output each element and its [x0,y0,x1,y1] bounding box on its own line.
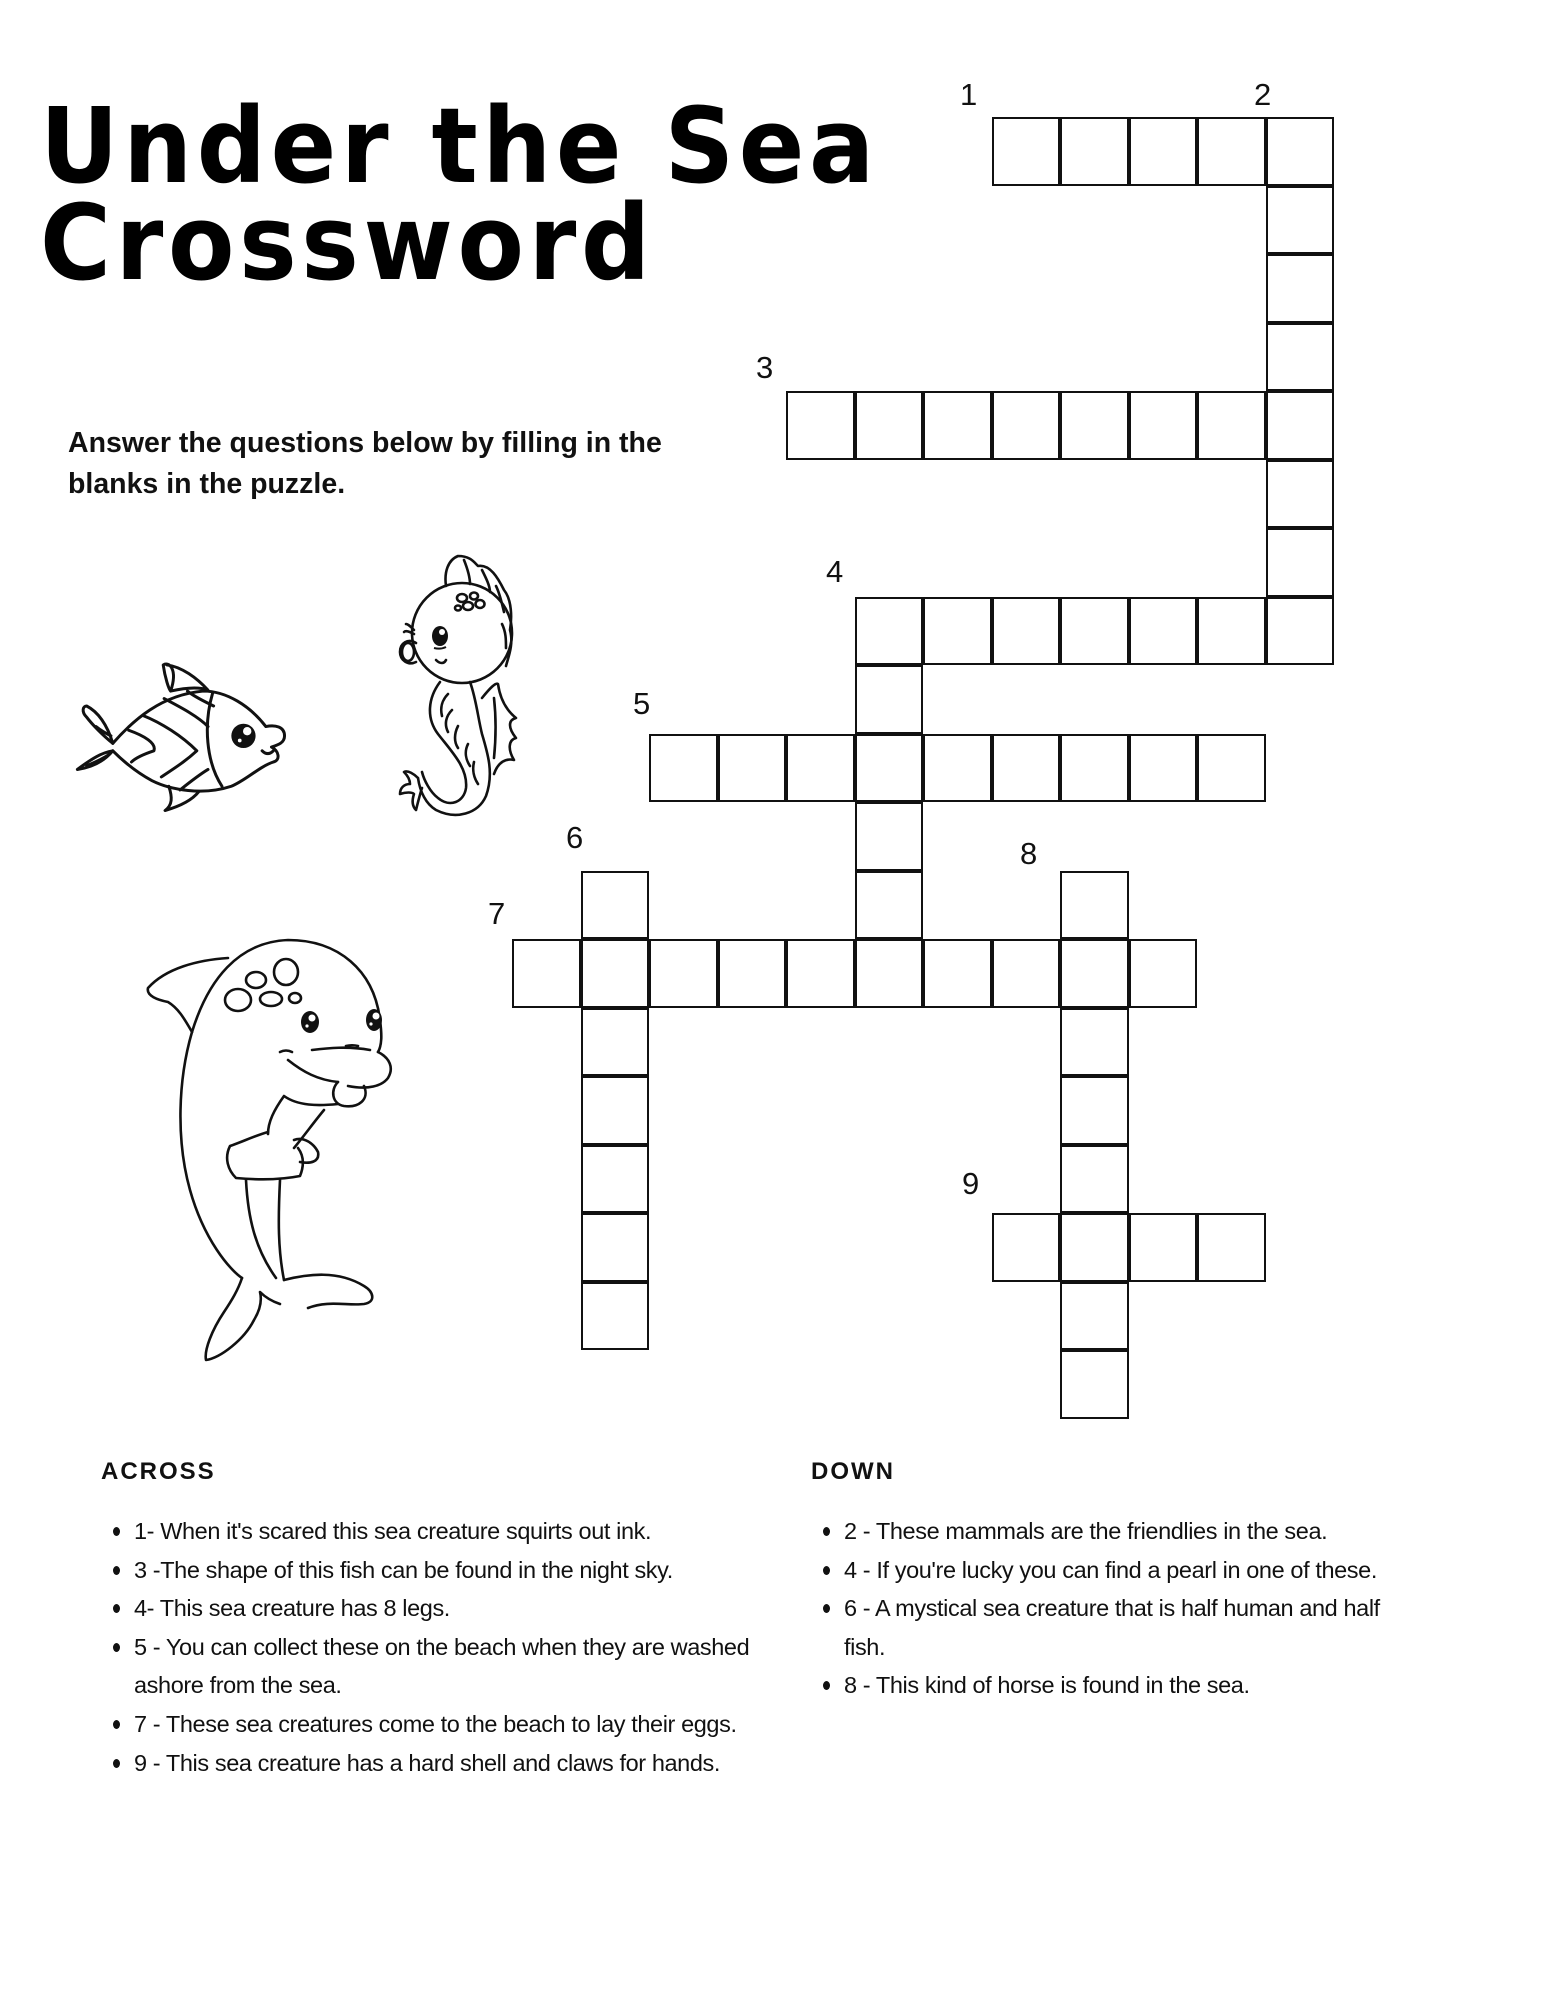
crossword-cell[interactable] [1129,391,1198,460]
down-clues [811,1452,1421,1705]
crossword-cell[interactable] [1060,734,1129,803]
across-clue-5: 5 - You can collect these on the beach when they are washed ashore from the sea. [134,1628,764,1705]
crossword-cell[interactable] [1129,597,1198,666]
crossword-cell[interactable] [1060,117,1129,186]
crossword-cell[interactable] [992,1213,1061,1282]
crossword-cell[interactable] [581,939,650,1008]
crossword-cell[interactable] [1197,1213,1266,1282]
crossword-cell[interactable] [1197,117,1266,186]
crossword-cell[interactable] [1060,1350,1129,1419]
crossword-cell[interactable] [1266,528,1335,597]
down-clue-2: 2 - These mammals are the friendlies in the sea. [844,1512,1424,1551]
clue-number-8: 8 [1020,836,1038,871]
across-clue-4: 4- This sea creature has 8 legs. [134,1589,764,1628]
crossword-cell[interactable] [992,117,1061,186]
crossword-cell[interactable] [512,939,581,1008]
crossword-cell[interactable] [1266,597,1335,666]
crossword-cell[interactable] [1129,1213,1198,1282]
crossword-cell[interactable] [581,1213,650,1282]
clue-number-9: 9 [962,1166,980,1201]
crossword-cell[interactable] [923,734,992,803]
crossword-cell[interactable] [1266,254,1335,323]
down-clue-list [811,1512,1424,1705]
crossword-cell[interactable] [992,391,1061,460]
crossword-cell[interactable] [992,939,1061,1008]
crossword-cell[interactable] [855,734,924,803]
crossword-cell[interactable] [1129,939,1198,1008]
crossword-cell[interactable] [1266,117,1335,186]
crossword-cell[interactable] [1060,1076,1129,1145]
crossword-cell[interactable] [1060,597,1129,666]
across-clue-7: 7 - These sea creatures come to the beach to lay their eggs. [134,1705,764,1744]
crossword-cell[interactable] [855,802,924,871]
across-heading: ACROSS [101,1458,216,1485]
crossword-cell[interactable] [1060,1008,1129,1077]
crossword-cell[interactable] [923,939,992,1008]
crossword-cell[interactable] [718,939,787,1008]
instructions-text: Answer the questions below by filling in the blanks in the puzzle. [68,427,662,500]
crossword-cell[interactable] [581,1076,650,1145]
crossword-cell[interactable] [786,734,855,803]
crossword-cell[interactable] [855,597,924,666]
crossword-cell[interactable] [1197,391,1266,460]
crossword-cell[interactable] [649,939,718,1008]
crossword-cell[interactable] [1060,871,1129,940]
crossword-cell[interactable] [1129,117,1198,186]
crossword-cell[interactable] [1060,1145,1129,1214]
crossword-cell[interactable] [992,734,1061,803]
down-clue-8: 8 - This kind of horse is found in the sea. [844,1666,1424,1705]
crossword-cell[interactable] [1197,734,1266,803]
crossword-cell[interactable] [786,391,855,460]
crossword-cell[interactable] [649,734,718,803]
crossword-cell[interactable] [1060,939,1129,1008]
down-clue-4: 4 - If you're lucky you can find a pearl in one of these. [844,1551,1424,1590]
clue-number-4: 4 [826,554,844,589]
crossword-cell[interactable] [923,597,992,666]
across-clue-1: 1- When it's scared this sea creature squirts out ink. [134,1512,764,1551]
crossword-cell[interactable] [1060,1282,1129,1351]
title-line-2: Crossword [40,182,655,304]
crossword-cell[interactable] [581,871,650,940]
clue-number-2: 2 [1254,77,1272,112]
crossword-cell[interactable] [923,391,992,460]
crossword-cell[interactable] [581,1008,650,1077]
across-clue-list [101,1512,764,1782]
crossword-cell[interactable] [855,391,924,460]
clue-number-5: 5 [633,686,651,721]
crossword-cell[interactable] [855,871,924,940]
across-clue-9: 9 - This sea creature has a hard shell and claws for hands. [134,1744,764,1783]
clue-number-7: 7 [488,896,506,931]
clue-number-6: 6 [566,820,584,855]
crossword-cell[interactable] [581,1145,650,1214]
clue-number-1: 1 [960,77,978,112]
down-clue-6: 6 - A mystical sea creature that is half human and half fish. [844,1589,1424,1666]
crossword-cell[interactable] [786,939,855,1008]
crossword-cell[interactable] [1266,460,1335,529]
crossword-cell[interactable] [1060,391,1129,460]
crossword-cell[interactable] [855,939,924,1008]
crossword-cell[interactable] [1197,597,1266,666]
crossword-cell[interactable] [1266,186,1335,255]
title-line-1: Under the Sea [40,85,879,207]
crossword-cell[interactable] [1266,323,1335,392]
clue-number-3: 3 [756,350,774,385]
crossword-cell[interactable] [1266,391,1335,460]
down-heading: DOWN [811,1458,895,1485]
crossword-cell[interactable] [992,597,1061,666]
crossword-cell[interactable] [1060,1213,1129,1282]
crossword-cell[interactable] [718,734,787,803]
across-clues [101,1452,761,1782]
crossword-cell[interactable] [1129,734,1198,803]
crossword-cell[interactable] [581,1282,650,1351]
crossword-cell[interactable] [855,665,924,734]
across-clue-3: 3 -The shape of this fish can be found in the night sky. [134,1551,764,1590]
